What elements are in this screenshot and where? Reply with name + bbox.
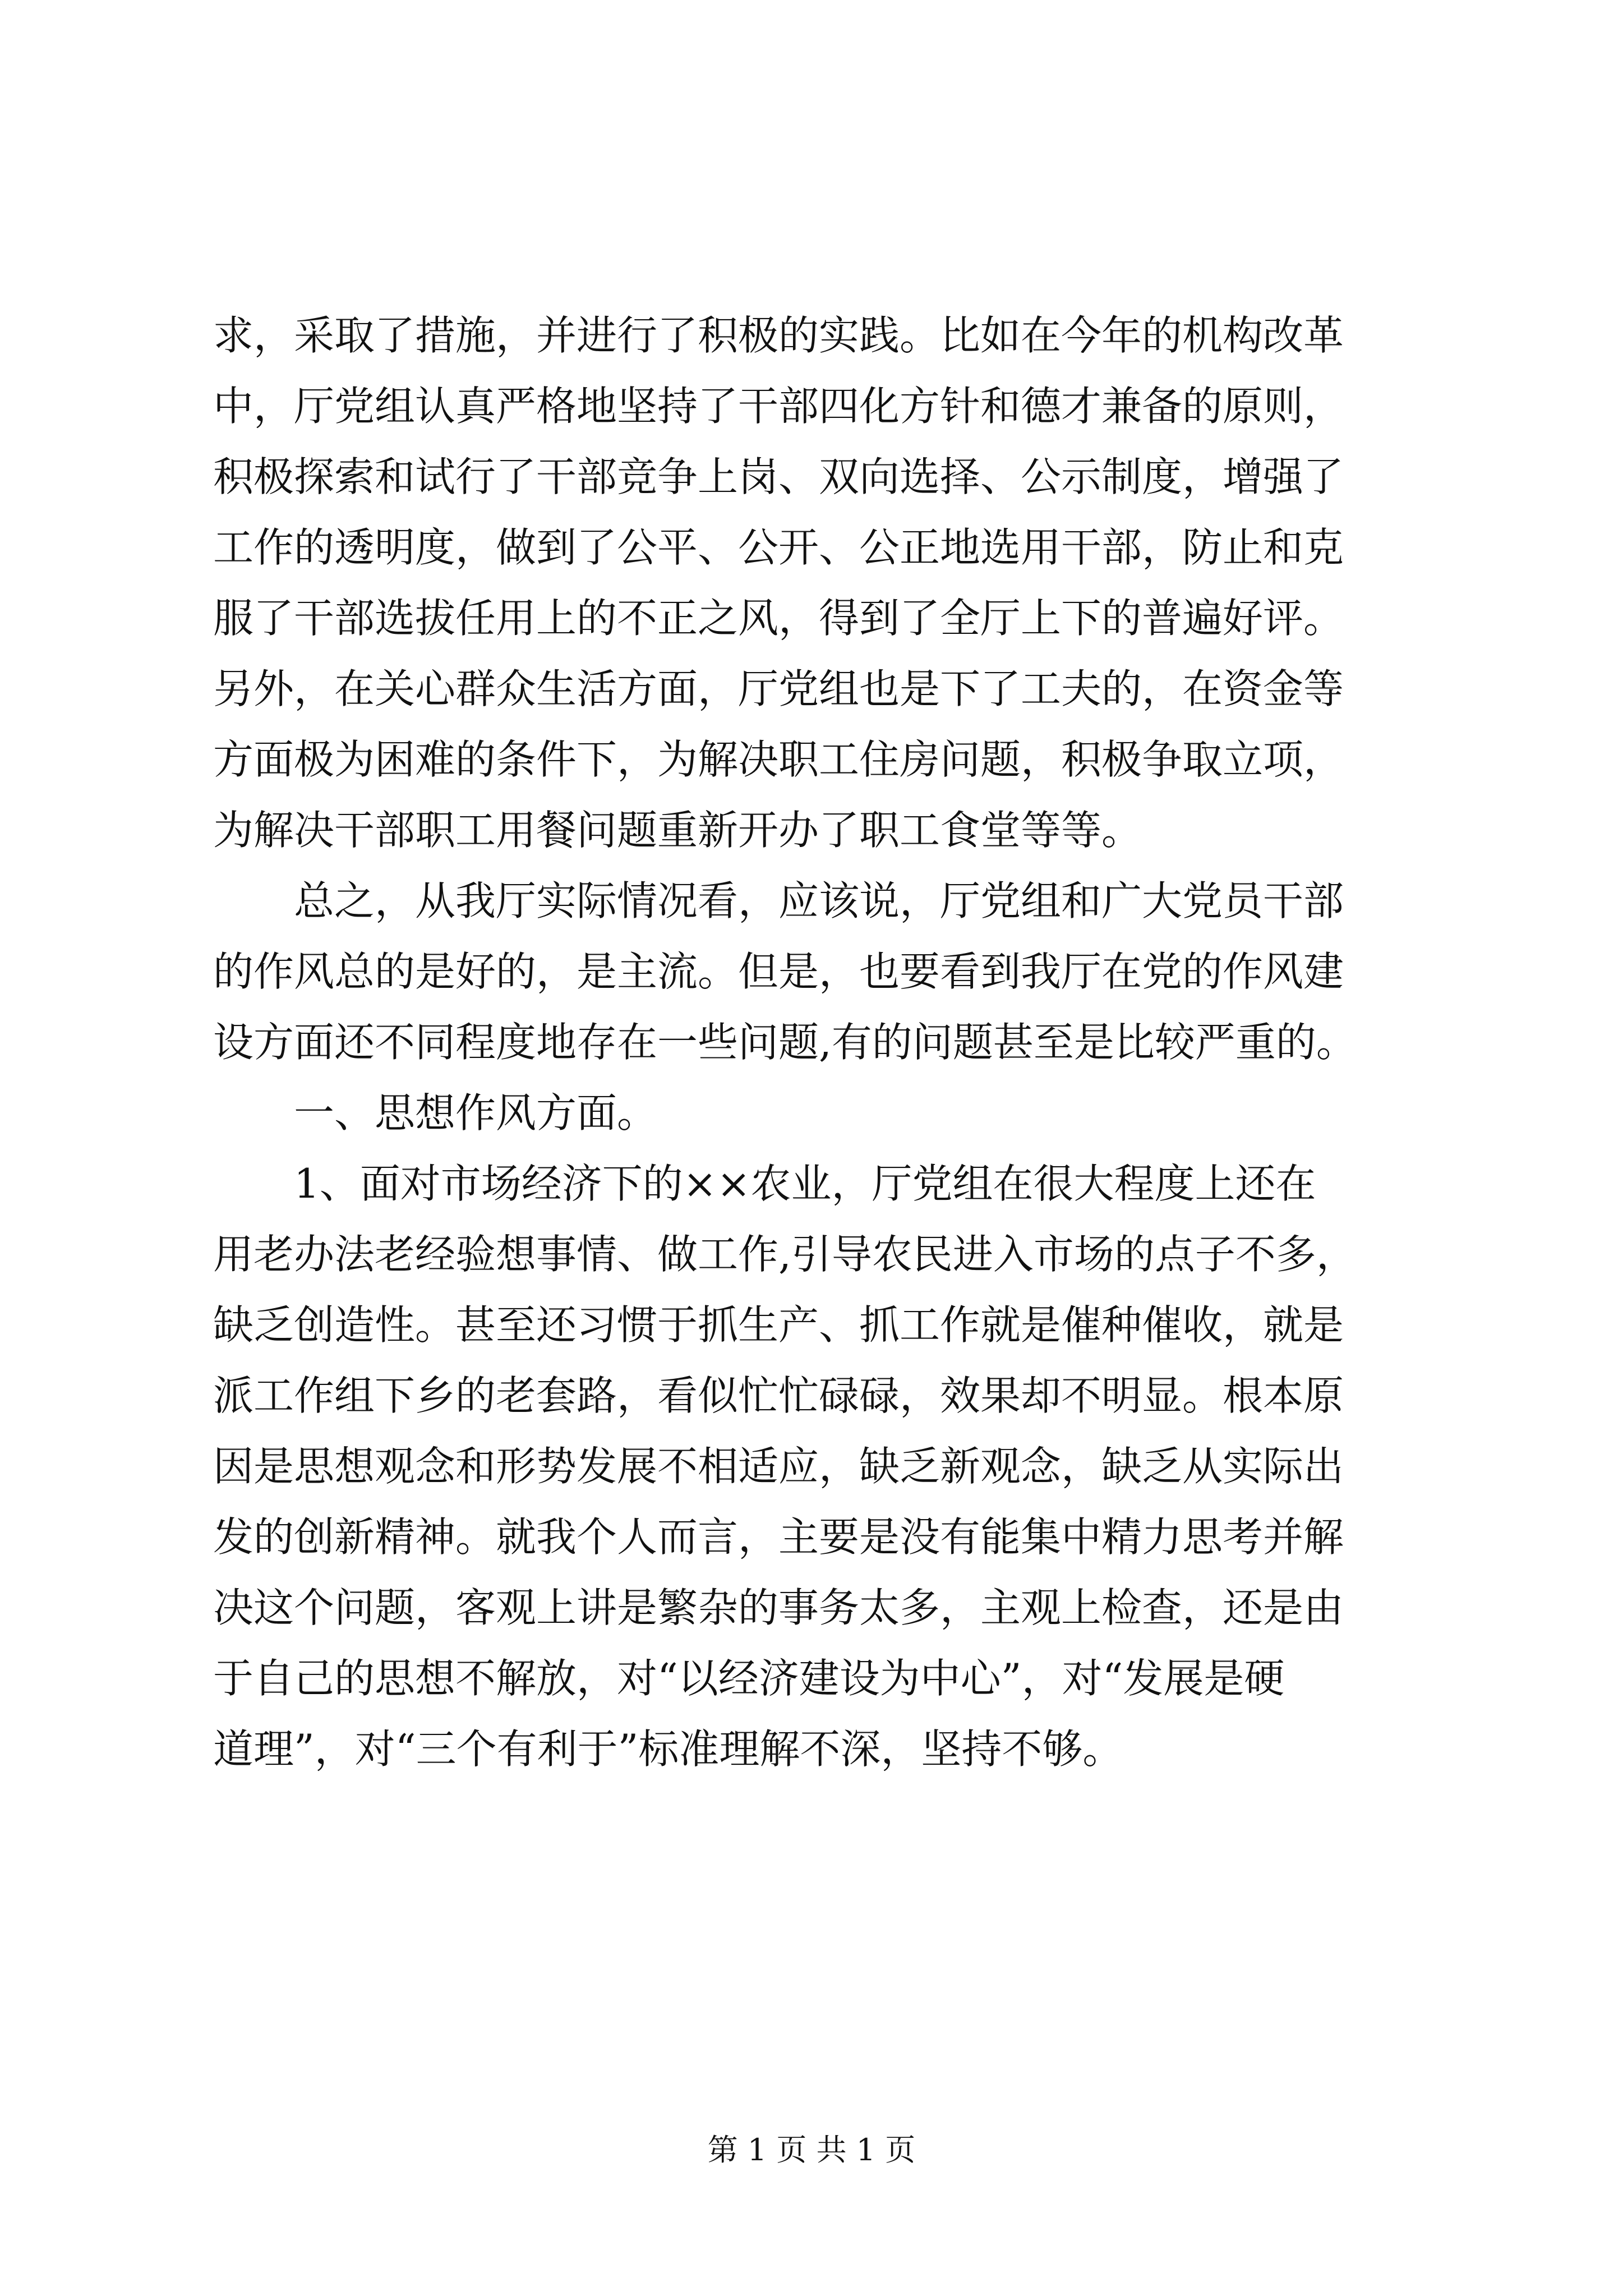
text-line: 中，厅党组认真严格地坚持了干部四化方针和德才兼备的原则， xyxy=(213,383,1344,430)
paragraph-start-line: 1、面对市场经济下的××农业，厅党组在很大程度上还在 xyxy=(294,1160,1316,1207)
page-footer xyxy=(0,2126,1623,2169)
text-line: 工作的透明度，做到了公平、公开、公正地选用干部，防止和克 xyxy=(213,524,1344,571)
section-heading: 一、思想作风方面。 xyxy=(294,1089,658,1137)
text-line: 为解决干部职工用餐问题重新开办了职工食堂等等。 xyxy=(213,807,1142,854)
text-line: 方面极为困难的条件下，为解决职工住房问题，积极争取立项， xyxy=(213,736,1344,783)
text-line: 因是思想观念和形势发展不相适应，缺乏新观念，缺乏从实际出 xyxy=(213,1443,1344,1490)
page-number: 第 1 页 共 1 页 xyxy=(707,2132,916,2168)
text-line: 积极探索和试行了干部竞争上岗、双向选择、公示制度，增强了 xyxy=(213,453,1344,500)
text-line: 缺乏创造性。甚至还习惯于抓生产、抓工作就是催种催收，就是 xyxy=(213,1301,1344,1349)
text-line: 道理”，对“三个有利于”标准理解不深，坚持不够。 xyxy=(213,1726,1123,1773)
text-line: 设方面还不同程度地存在一些问题,有的问题甚至是比较严重的。 xyxy=(213,1019,1357,1066)
text-line: 决这个问题，客观上讲是繁杂的事务太多，主观上检查，还是由 xyxy=(213,1584,1344,1631)
text-line: 于自己的思想不解放，对“以经济建设为中心”，对“发展是硬 xyxy=(213,1655,1285,1702)
text-line: 服了干部选拔任用上的不正之风，得到了全厅上下的普遍好评。 xyxy=(213,595,1344,642)
text-line: 派工作组下乡的老套路，看似忙忙碌碌，效果却不明显。根本原 xyxy=(213,1372,1344,1419)
text-line: 另外，在关心群众生活方面，厅党组也是下了工夫的，在资金等 xyxy=(213,665,1344,712)
text-line: 求，采取了措施，并进行了积极的实践。比如在今年的机构改革 xyxy=(213,312,1344,359)
text-line: 用老办法老经验想事情、做工作,引导农民进入市场的点子不多， xyxy=(213,1231,1357,1278)
document-body xyxy=(213,300,1413,1784)
text-line: 的作风总的是好的，是主流。但是，也要看到我厅在党的作风建 xyxy=(213,948,1344,995)
paragraph-start-line: 总之，从我厅实际情况看，应该说，厅党组和广大党员干部 xyxy=(294,877,1344,924)
text-line: 发的创新精神。就我个人而言，主要是没有能集中精力思考并解 xyxy=(213,1513,1344,1561)
